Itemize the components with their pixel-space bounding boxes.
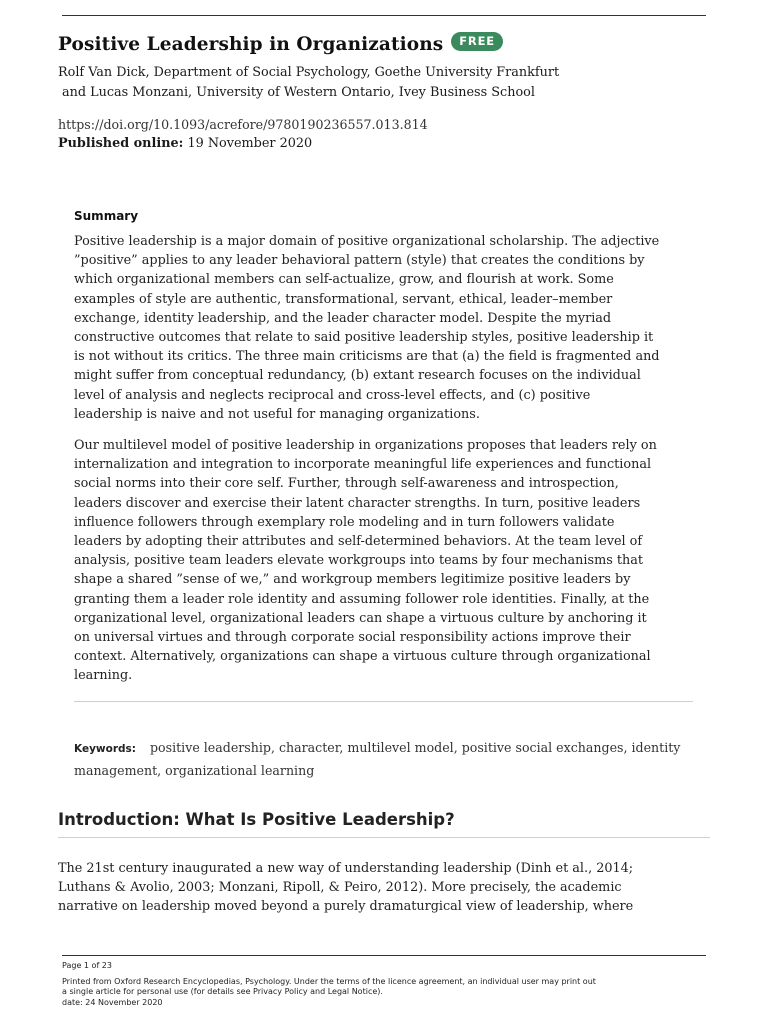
title-row [58,34,503,55]
summary-line: Our multilevel model of positive leadership in organizations proposes that leaders rely on [74,438,657,454]
page-footer [62,961,712,1008]
introduction-divider [58,837,710,838]
summary-line: exchange, identity leadership, and the leader character model. Despite the myriad [74,310,612,326]
summary-line: leadership is naive and not useful for managing organizations. [74,406,480,422]
summary-line: analysis, positive team leaders elevate workgroups into teams by four mechanisms that [74,553,643,569]
footer-date: date: 24 November 2020 [62,997,163,1007]
intro-line: Luthans & Avolio, 2003; Monzani, Ripoll, & Peiro, 2012). More precisely, the academic [58,880,622,896]
keywords [74,737,714,781]
summary-line: level of analysis and neglects reciprocal and cross-level effects, and (c) positive [74,387,591,403]
summary-line: is not without its critics. The three main criticisms are that (a) the field is fragmented and [74,349,660,365]
summary-line: influence followers through exemplary role modeling and in turn followers validate [74,514,615,530]
summary-line: organizational level, organizational leaders can shape a virtuous culture by anchoring it [74,610,647,626]
published-label: Published online: [58,136,184,151]
summary-line: which organizational members can self-actualize, grow, and flourish at work. Some [74,272,614,288]
summary-line: leaders discover and exercise their latent character strengths. In turn, positive leaders [74,495,641,511]
footer-line-1: Printed from Oxford Research Encyclopedias, Psychology. Under the terms of the licence agreement, an individual user may print out [62,976,596,986]
summary-line: on universal virtues and through corporate social responsibility actions improve their [74,630,631,646]
summary-divider [74,701,693,702]
summary-line: examples of style are authentic, transformational, servant, ethical, leader–member [74,291,613,307]
authors [58,63,559,103]
top-rule [62,15,706,16]
summary-paragraph-2 [74,436,699,686]
footer-line-2: a single article for personal use (for details see Privacy Policy and Legal Notice). [62,987,383,996]
summary-line: shape a shared ”sense of we,” and workgroup members legitimize positive leaders by [74,572,631,588]
keywords-line-1 [74,737,714,760]
introduction-body [58,859,633,917]
summary-line: might suffer from conceptual redundancy, (b) extant research focuses on the individual [74,368,641,384]
footer-rule [62,955,706,956]
summary-line: internalization and integration to incorporate meaningful life experiences and functional [74,457,652,473]
free-badge: FREE [451,32,503,51]
summary-line: learning. [74,668,133,684]
summary-heading: Summary [74,209,139,223]
page-number: Page 1 of 23 [62,961,112,970]
keywords-line-2[interactable]: management, organizational learning [74,763,315,778]
summary-paragraph-1 [74,232,699,424]
published-date: 19 November 2020 [187,136,313,151]
intro-line: The 21st century inaugurated a new way of understanding leadership (Dinh et al., 2014; [58,861,634,876]
summary-line: context. Alternatively, organizations can shape a virtuous culture through organizational [74,649,651,665]
summary-line: leaders by adopting their attributes and self-determined behaviors. At the team level of [74,534,643,550]
summary-line: constructive outcomes that relate to said positive leadership styles, positive leadership it [74,330,654,346]
doi-link[interactable]: https://doi.org/10.1093/acrefore/9780190236557.013.814 [58,117,428,132]
keywords-label: Keywords: [74,743,136,755]
summary-line: granting them a leader role identity and assuming follower role identities. Finally, at the [74,591,650,607]
summary-body [74,232,699,698]
summary-line: ”positive” applies to any leader behavioral pattern (style) that creates the conditions by [74,253,645,269]
intro-line: narrative on leadership moved beyond a purely dramaturgical view of leadership, where [58,899,634,915]
authors-line-2: and Lucas Monzani, University of Western Ontario, Ivey Business School [62,85,535,100]
keywords-list-1[interactable]: positive leadership, character, multilevel model, positive social exchanges, identity [149,740,681,755]
authors-line-1: Rolf Van Dick, Department of Social Psychology, Goethe University Frankfurt [58,65,560,80]
published-online [58,136,312,151]
summary-line: social norms into their core self. Further, through self-awareness and introspection, [74,476,619,492]
summary-line: Positive leadership is a major domain of positive organizational scholarship. The adjective [74,234,660,249]
article-title: Positive Leadership in Organizations [58,34,444,55]
introduction-heading: Introduction: What Is Positive Leadership? [58,810,455,829]
